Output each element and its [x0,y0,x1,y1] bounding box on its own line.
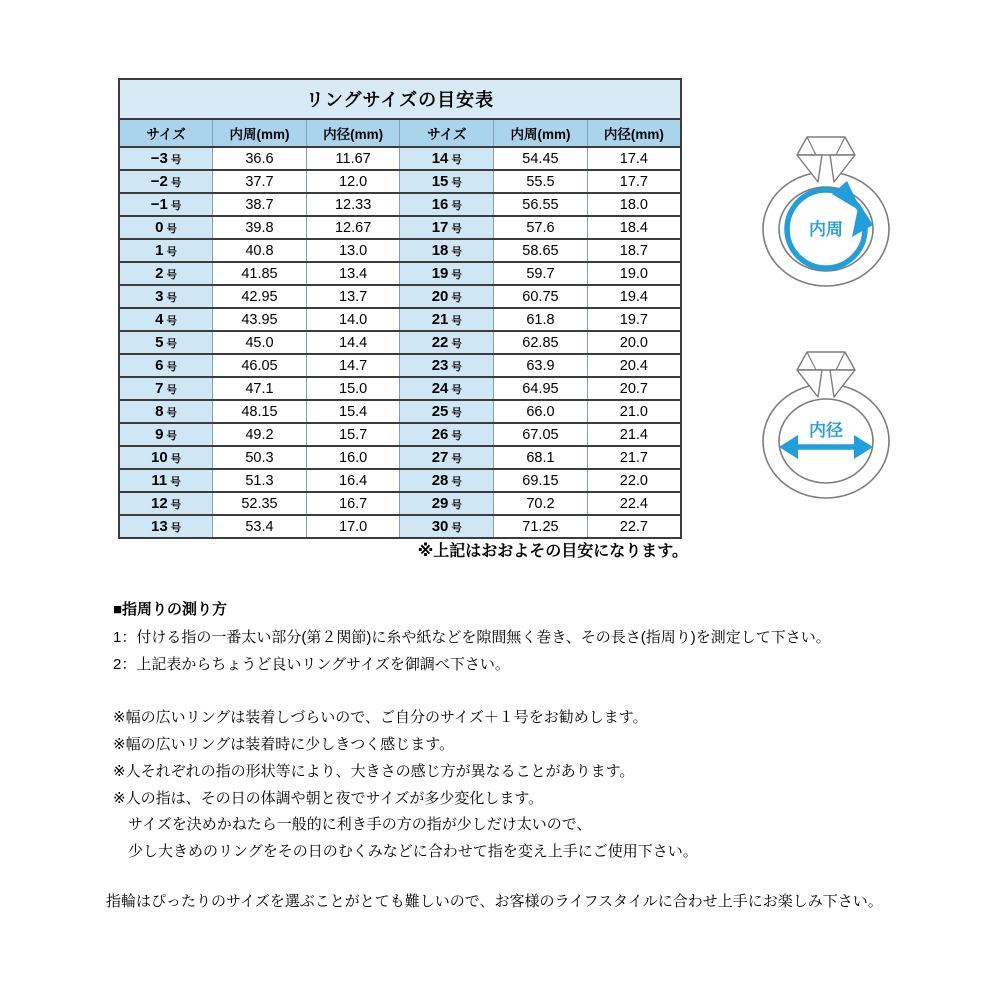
inner-diameter-value: 16.4 [306,469,400,492]
note-line: ※幅の広いリングは装着時に少しきつく感じます。 [113,736,455,753]
inner-circumference-value: 48.15 [213,400,307,423]
inner-circumference-value: 64.95 [494,377,588,400]
inner-diameter-value: 12.0 [306,170,400,193]
inner-diameter-value: 17.7 [587,170,681,193]
inner-circumference-value: 43.95 [213,308,307,331]
note-line: ※人の指は、その日の体調や朝と夜でサイズが多少変化します。 [113,790,544,807]
size-cell: −3 号 [119,147,213,170]
table-title-row [119,79,681,119]
inner-diameter-value: 21.0 [587,400,681,423]
table-row [119,308,681,331]
column-header-circumference: 内周(mm) [213,119,307,147]
ring-size-table [118,78,682,539]
table-row [119,377,681,400]
table-row [119,331,681,354]
note-line: ※幅の広いリングは装着しづらいので、ご自分のサイズ＋１号をお勧めします。 [113,709,648,726]
inner-diameter-value: 16.7 [306,492,400,515]
inner-diameter-value: 12.67 [306,216,400,239]
size-cell: 28 号 [400,469,494,492]
size-cell: 20 号 [400,285,494,308]
ring-diameter-illustration [755,347,900,512]
table-row [119,193,681,216]
inner-circumference-value: 61.8 [494,308,588,331]
inner-diameter-value: 22.0 [587,469,681,492]
inner-diameter-value: 14.0 [306,308,400,331]
inner-diameter-value: 22.4 [587,492,681,515]
size-cell: 12 号 [119,492,213,515]
inner-circumference-value: 67.05 [494,423,588,446]
size-cell: 16 号 [400,193,494,216]
inner-circumference-value: 62.85 [494,331,588,354]
table-note: ※上記はおおよその目安になります。 [417,543,688,560]
table-row [119,469,681,492]
size-cell: 25 号 [400,400,494,423]
size-cell: 18 号 [400,239,494,262]
inner-circumference-value: 47.1 [213,377,307,400]
inner-circumference-value: 50.3 [213,446,307,469]
inner-circumference-value: 71.25 [494,515,588,538]
size-cell: 4 号 [119,308,213,331]
table-row [119,216,681,239]
inner-circumference-value: 59.7 [494,262,588,285]
size-cell: −2 号 [119,170,213,193]
inner-circumference-value: 42.95 [213,285,307,308]
inner-diameter-value: 20.0 [587,331,681,354]
size-cell: 6 号 [119,354,213,377]
table-row [119,515,681,538]
size-cell: 14 号 [400,147,494,170]
inner-diameter-value: 15.4 [306,400,400,423]
inner-circumference-value: 69.15 [494,469,588,492]
inner-diameter-value: 21.4 [587,423,681,446]
size-cell: 19 号 [400,262,494,285]
table-row [119,354,681,377]
measuring-step-1: 1：付ける指の一番太い部分(第２関節)に糸や紙などを隙間無く巻き、その長さ(指周り)を測定して下さい。 [113,629,831,646]
size-cell: 11 号 [119,469,213,492]
table-row [119,400,681,423]
inner-circumference-value: 40.8 [213,239,307,262]
inner-diameter-value: 15.7 [306,423,400,446]
note-line: 少し大きめのリングをその日のむくみなどに合わせて指を変え上手にご使用下さい。 [128,843,698,860]
inner-diameter-value: 11.67 [306,147,400,170]
size-cell: 2 号 [119,262,213,285]
inner-circumference-value: 38.7 [213,193,307,216]
inner-diameter-value: 19.4 [587,285,681,308]
table-row [119,492,681,515]
table-body [119,147,681,538]
size-cell: 5 号 [119,331,213,354]
table-row [119,239,681,262]
size-cell: 26 号 [400,423,494,446]
inner-circumference-value: 70.2 [494,492,588,515]
inner-circumference-value: 51.3 [213,469,307,492]
circumference-label: 内周 [809,220,843,239]
table-header-row [119,119,681,147]
inner-circumference-value: 46.05 [213,354,307,377]
size-cell: 21 号 [400,308,494,331]
inner-diameter-value: 12.33 [306,193,400,216]
table-row [119,446,681,469]
inner-circumference-value: 56.55 [494,193,588,216]
diameter-label: 内径 [809,421,843,440]
inner-diameter-value: 21.7 [587,446,681,469]
column-header-size: サイズ [119,119,213,147]
size-cell: 10 号 [119,446,213,469]
inner-circumference-value: 37.7 [213,170,307,193]
inner-diameter-value: 13.4 [306,262,400,285]
size-cell: 17 号 [400,216,494,239]
inner-diameter-value: 17.4 [587,147,681,170]
inner-circumference-value: 53.4 [213,515,307,538]
inner-diameter-value: 18.7 [587,239,681,262]
size-cell: 23 号 [400,354,494,377]
inner-circumference-value: 55.5 [494,170,588,193]
inner-circumference-value: 68.1 [494,446,588,469]
inner-diameter-value: 22.7 [587,515,681,538]
inner-circumference-value: 66.0 [494,400,588,423]
inner-diameter-value: 14.4 [306,331,400,354]
inner-diameter-value: 17.0 [306,515,400,538]
size-cell: 13 号 [119,515,213,538]
size-cell: 22 号 [400,331,494,354]
ring-circumference-illustration [755,132,900,292]
inner-diameter-value: 16.0 [306,446,400,469]
size-cell: 3 号 [119,285,213,308]
column-header-circumference: 内周(mm) [494,119,588,147]
size-cell: 8 号 [119,400,213,423]
size-cell: 9 号 [119,423,213,446]
inner-circumference-value: 54.45 [494,147,588,170]
inner-circumference-value: 41.85 [213,262,307,285]
inner-diameter-value: 20.4 [587,354,681,377]
footer-note: 指輪はぴったりのサイズを選ぶことがとても難しいので、お客様のライフスタイルに合わせ上手にお楽しみ下さい。 [106,893,883,910]
column-header-size: サイズ [400,119,494,147]
inner-circumference-value: 39.8 [213,216,307,239]
inner-diameter-value: 13.7 [306,285,400,308]
note-line: ※人それぞれの指の形状等により、大きさの感じ方が異なることがあります。 [113,763,635,780]
inner-circumference-value: 36.6 [213,147,307,170]
measuring-step-2: 2：上記表からちょうど良いリングサイズを御調べ下さい。 [113,656,510,673]
size-cell: 24 号 [400,377,494,400]
note-line: サイズを決めかねたら一般的に利き手の方の指が少しだけ太いので、 [128,816,592,833]
size-cell: 0 号 [119,216,213,239]
inner-circumference-value: 57.6 [494,216,588,239]
inner-circumference-value: 45.0 [213,331,307,354]
table-row [119,262,681,285]
inner-circumference-value: 60.75 [494,285,588,308]
column-header-diameter: 内径(mm) [306,119,400,147]
inner-circumference-value: 49.2 [213,423,307,446]
table-row [119,170,681,193]
size-cell: −1 号 [119,193,213,216]
table-row [119,423,681,446]
size-cell: 30 号 [400,515,494,538]
inner-diameter-value: 18.4 [587,216,681,239]
inner-diameter-value: 15.0 [306,377,400,400]
measuring-heading: ■指周りの測り方 [113,601,228,618]
inner-diameter-value: 19.7 [587,308,681,331]
inner-circumference-value: 63.9 [494,354,588,377]
size-cell: 15 号 [400,170,494,193]
table-title: リングサイズの目安表 [119,79,681,119]
inner-diameter-value: 14.7 [306,354,400,377]
inner-circumference-value: 52.35 [213,492,307,515]
size-cell: 27 号 [400,446,494,469]
size-cell: 7 号 [119,377,213,400]
inner-diameter-value: 19.0 [587,262,681,285]
column-header-diameter: 内径(mm) [587,119,681,147]
table-row [119,285,681,308]
size-cell: 1 号 [119,239,213,262]
inner-diameter-value: 18.0 [587,193,681,216]
size-cell: 29 号 [400,492,494,515]
inner-diameter-value: 20.7 [587,377,681,400]
table-row [119,147,681,170]
inner-circumference-value: 58.65 [494,239,588,262]
inner-diameter-value: 13.0 [306,239,400,262]
